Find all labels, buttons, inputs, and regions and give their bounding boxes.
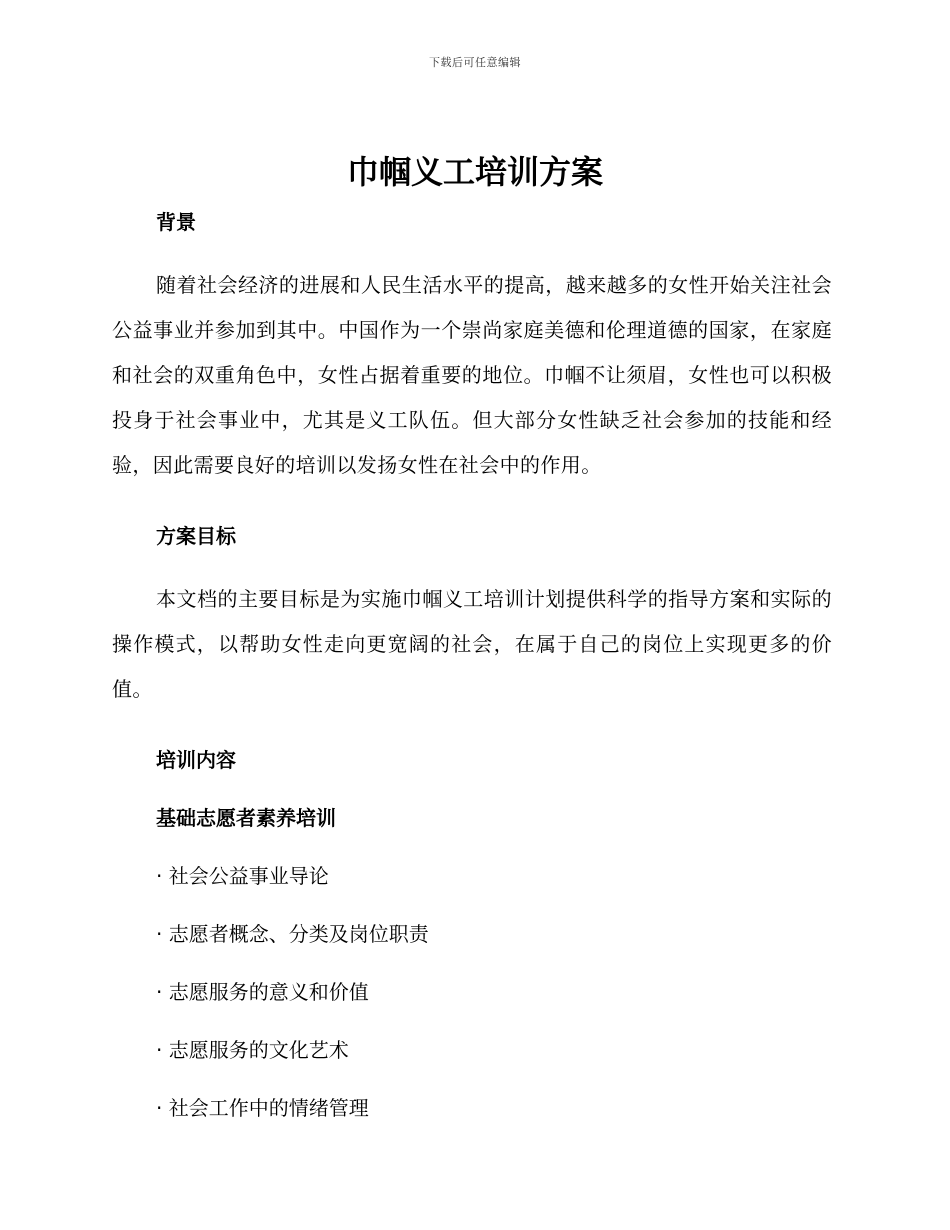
document-body	[112, 200, 832, 1123]
paragraph-goal: 本文档的主要目标是为实施巾帼义工培训计划提供科学的指导方案和实际的操作模式，以帮助女性走向更宽阔的社会，在属于自己的岗位上实现更多的价值。	[112, 587, 832, 701]
subsection-heading-basic-training: 基础志愿者素养培训	[156, 806, 336, 830]
section-heading-goal: 方案目标	[156, 524, 236, 548]
list-item: · 社会公益事业导论	[156, 864, 329, 888]
list-item: · 志愿者概念、分类及岗位职责	[156, 922, 429, 946]
list-item: · 社会工作中的情绪管理	[156, 1096, 369, 1120]
section-heading-content: 培训内容	[156, 748, 236, 772]
list-item: · 志愿服务的意义和价值	[156, 980, 369, 1004]
section-heading-background: 背景	[156, 210, 196, 234]
document-title: 巾帼义工培训方案	[346, 153, 603, 191]
page-header-note: 下载后可任意编辑	[429, 56, 521, 69]
paragraph-background: 随着社会经济的进展和人民生活水平的提高，越来越多的女性开始关注社会公益事业并参加到其中。中国作为一个崇尚家庭美德和伦理道德的国家，在家庭和社会的双重角色中，女性占据着重要的地位。巾帼不让须眉，女性也可以积极投身于社会事业中，尤其是义工队伍。但大部分女性缺乏社会参加的技能和经验，因此需要良好的培训以发扬女性在社会中的作用。	[112, 273, 832, 477]
list-item: · 志愿服务的文化艺术	[156, 1038, 349, 1062]
